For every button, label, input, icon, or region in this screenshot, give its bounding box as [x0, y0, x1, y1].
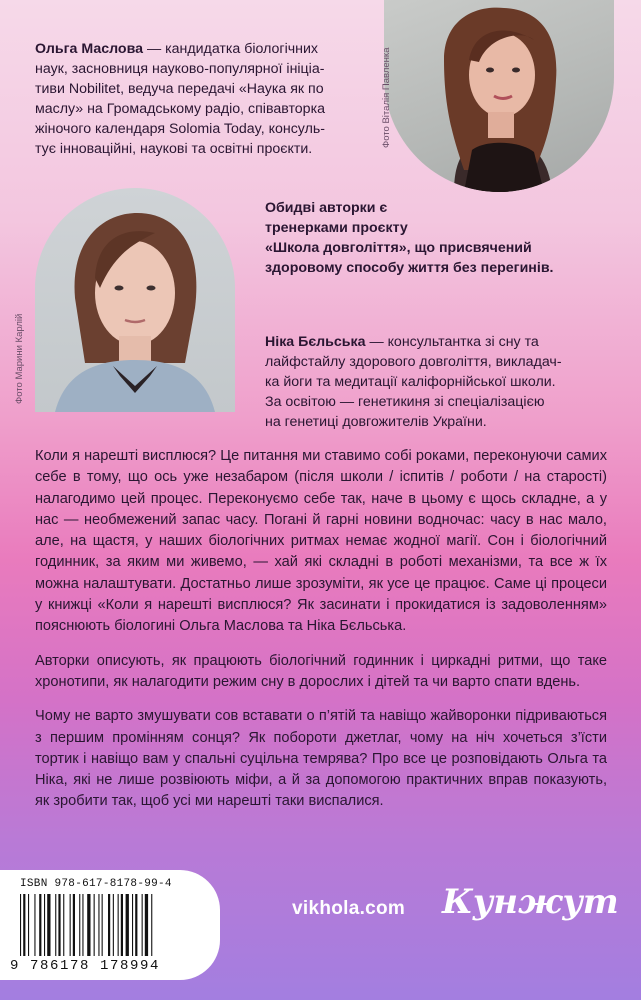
barcode-digits: 9 786178 178994	[10, 958, 161, 974]
trainers-line: «Школа довголіття», що присвячений	[265, 240, 532, 256]
bio-olga-line: тує інноваційні, наукові та освітні проєкти.	[35, 141, 313, 157]
portrait-illustration	[384, 0, 614, 192]
bio-olga-line: жіночого календаря Solomia Today, консуль-	[35, 121, 325, 137]
bio-nika-line: лайфстайлу здорового довголіття, викладач-	[265, 354, 562, 370]
trainers-note	[265, 198, 605, 278]
bio-olga-line: наук, засновниця науково-популярної ініціа-	[35, 61, 325, 77]
bio-nika-line: За освітою — генетикиня зі спеціалізацією	[265, 394, 545, 410]
photo-olga-maslova	[384, 0, 614, 192]
barcode-panel	[0, 870, 220, 980]
bio-nika-line: ка йоги та медитації каліфорнійської школи.	[265, 374, 556, 390]
photo-nika-belska	[35, 188, 235, 412]
author-name-olga: Ольга Маслова	[35, 41, 144, 57]
bio-olga-maslova	[35, 39, 375, 159]
description-paragraph: Коли я нарешті висплюся? Це питання ми ставимо собі роками, переконуючи самих себе в тому, що ось уже незабаром (після школи / іспитів / роботи / на старості) налагодимо цей процес. Переконуємо себе так, наче в цьому є щось складне, а у нас — необмежений запас часу. Погані й гарні новини водночас: часу в нас мало, але, на щастя, у наших біологічних ритмах немає жодної магії. Сон і біологічний годинник, за яким ми живемо, — хай які складні в роботі механізми, та все ж їх можна налаштувати. Достатньо лише зрозуміти, як усе це працює. Саме ці процеси у книжці «Коли я нарешті висплюся? Як засинати і прокидатися із задоволенням» пояснюють біологині Ольга Маслова та Ніка Бєльська.	[35, 448, 607, 635]
description-paragraph: Авторки описують, як працюють біологічний годинник і циркадні ритми, що таке хронотипи, як налагодити режим сну в дорослих і дітей та чи варто спати вдень.	[35, 652, 607, 690]
bio-olga-line: тиви Nobilitet, ведуча передачі «Наука як по	[35, 81, 324, 97]
description-paragraph: Чому не варто змушувати сов вставати о п’ятій та навіщо жайворонки підриваються з першим промінням сонця? Як побороти джетлаг, чому на ніч хочеться з’їсти тортик і навіщо вам у спальні суцільна темрява? Про все це розповідають Ольга та Ніка, які не лише розвіюють міфи, а й за допомогою практичних вправ показують, як зробити так, щоб усі ми нарешті таки виспалися.	[35, 708, 607, 810]
bio-olga-line: маслу» на Громадському радіо, співавторка	[35, 101, 325, 117]
author-name-nika: Ніка Бєльська	[265, 334, 366, 350]
photo-credit-left: Фото Марини Карлій	[14, 313, 25, 404]
isbn-label: ISBN 978-617-8178-99-4	[20, 878, 172, 890]
publisher-website: vikhola.com	[292, 898, 406, 919]
barcode	[20, 894, 206, 956]
portrait-illustration	[35, 188, 235, 412]
bio-nika-line: — консультантка зі сну та	[365, 334, 539, 350]
trainers-line: тренерками проєкту	[265, 220, 408, 236]
bio-olga-line: — кандидатка біологічних	[143, 41, 318, 57]
bio-nika-line: на генетиці довгожителів України.	[265, 414, 487, 430]
trainers-line: здоровому способу життя без перегинів.	[265, 260, 554, 276]
publisher-logo: Кунжут	[442, 882, 619, 922]
bio-nika-belska	[265, 332, 615, 432]
trainers-line: Обидві авторки є	[265, 200, 388, 216]
book-description	[35, 446, 607, 826]
photo-credit-right: Фото Віталія Павленка	[381, 47, 392, 148]
